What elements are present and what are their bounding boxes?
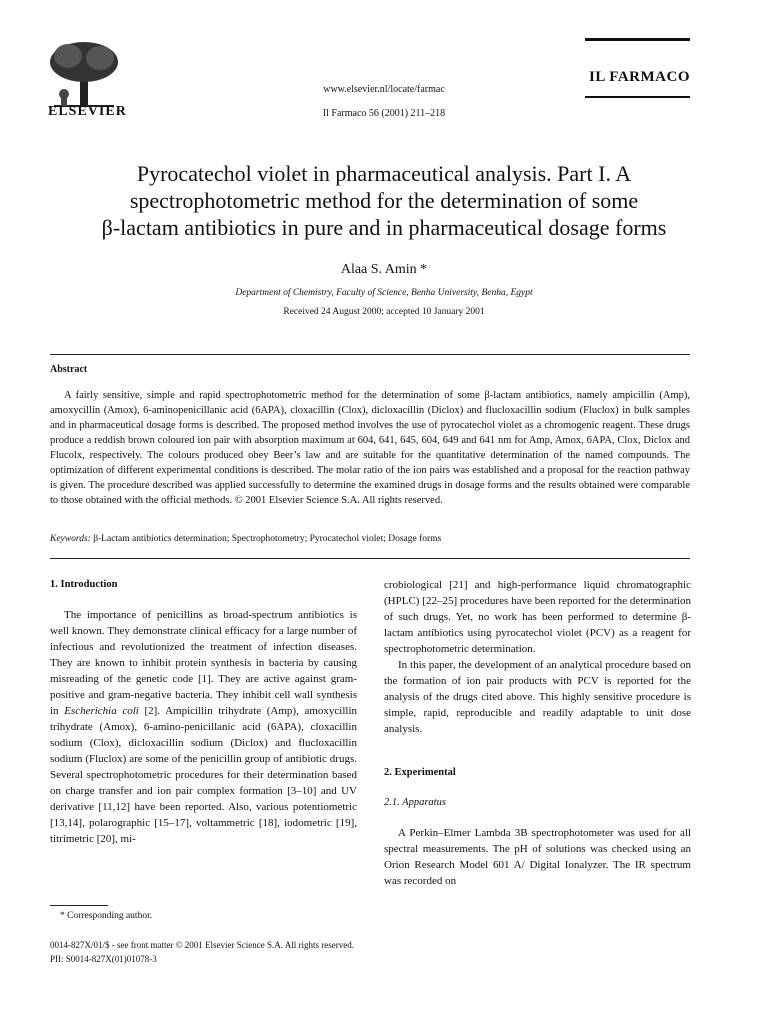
section-heading-introduction: 1. Introduction: [50, 579, 118, 590]
copyright-info: [50, 938, 354, 966]
journal-name: IL FARMACO: [589, 69, 690, 85]
subsection-heading-apparatus: 2.1. Apparatus: [384, 797, 446, 808]
right-paragraph: A Perkin–Elmer Lambda 3B spectrophotometer was used for all spectral measurements. The pH of solutions was checked using an Orion Research Model 601 A/ Digital Ionalyzer. The IR spectrum was recorded on: [384, 827, 691, 887]
publisher-logo-text: ELSEVIER: [48, 104, 127, 119]
article-title: [40, 160, 728, 241]
keywords: [50, 534, 690, 544]
right-paragraph: crobiological [21] and high-performance liquid chromatographic (HPLC) [22–25] procedures have been reported for the determination of such drugs. Yet, no work has been performed to determine β-lactam antibiotics using pyrocatechol violet (PCV) as a reagent for spectrophotometric determination.: [384, 579, 691, 655]
journal-rule-bottom: [585, 96, 690, 98]
author-affiliation: Department of Chemistry, Faculty of Science, Benha University, Benha, Egypt: [235, 288, 533, 298]
title-line: Pyrocatechol violet in pharmaceutical analysis. Part I. A: [136, 161, 632, 186]
intro-italic-term: Escherichia coli: [64, 705, 139, 717]
keywords-list: β-Lactam antibiotics determination; Spectrophotometry; Pyrocatechol violet; Dosage forms: [93, 534, 442, 544]
journal-url[interactable]: www.elsevier.nl/locate/farmac: [323, 84, 445, 95]
left-column: [50, 577, 357, 847]
right-paragraph: In this paper, the development of an analytical procedure based on the formation of ion pair products with PCV is reported for the analysis of the drugs cited above. This highly sensitive procedure is simple, rapid, reproducible and readily adaptable to unit dose analysis.: [384, 659, 691, 735]
author-name: Alaa S. Amin *: [340, 262, 428, 277]
title-line: spectrophotometric method for the determination of some: [129, 188, 639, 213]
intro-text-rest: [2]. Ampicillin trihydrate (Amp), amoxycillin trihydrate (Amox), 6-amino-penicillanic acid (6APA), cloxacillin sodium (Clox), dicloxacillin sodium (Diclox) and flucloxacillin sodium (Fluclox) are some of the penicillin group of antibiotic drugs. Several spectrophotometric procedures for their determination based on charge transfer and ion pair complex formation [3–10] and UV derivative [11,12] have been reported. Also, various potentiometric [13,14], polarographic [15–17], voltammetric [18], iodometric [19], titrimetric [20], mi-: [50, 705, 357, 845]
abstract-heading: Abstract: [50, 364, 88, 375]
keywords-label: Keywords:: [50, 534, 91, 544]
footnote-rule: [50, 905, 108, 906]
section-heading-experimental: 2. Experimental: [384, 767, 456, 778]
journal-citation: Il Farmaco 56 (2001) 211–218: [322, 108, 446, 119]
intro-text: The importance of penicillins as broad-spectrum antibiotics is well known. They demonstrate clinical efficacy for a large number of infectious and revolutionized the treatment of infection diseases. They are known to inhibit protein synthesis in bacteria by causing misreading of the genetic code [1]. They are active against gram-positive and gram-negative bacteria. They inhibit cell wall synthesis in: [50, 609, 357, 717]
journal-rule-top: [585, 38, 690, 41]
footnote-corresponding-author: * Corresponding author.: [60, 911, 153, 921]
received-dates: Received 24 August 2000; accepted 10 January 2001: [283, 307, 485, 317]
abstract-rule-top: [50, 354, 690, 355]
pii-line: PII: S0014-827X(01)01078-3: [50, 954, 157, 964]
intro-paragraph: [50, 607, 357, 847]
right-column: [384, 577, 691, 889]
copyright-line: 0014-827X/01/$ - see front matter © 2001 Elsevier Science S.A. All rights reserved.: [50, 940, 355, 950]
abstract-text: A fairly sensitive, simple and rapid spectrophotometric method for the determination of some β-lactam antibiotics, namely ampicillin (Amp), amoxycillin (Amox), 6-aminopenicillanic acid (6APA), cloxacillin (Clox), dicloxacillin (Diclox) and flucloxacillin sodium (Fluclox) in bulk samples and in pharmaceutical dosage forms is described. The proposed method involves the use of pyrocatechol violet as a chromogenic reagent. These drugs produce a reddish brown coloured ion pair with absorption maximum at 604, 641, 645, 604, 649 and 641 nm for Amp, Amox, 6APA, Clox, Diclox and Flucolx, respectively. The colours produced obey Beer’s law and are suitable for the quantitative determination of the named compounds. The optimization of different experimental conditions is described. The molar ratio of the ion pairs was established and a proposal for the reaction pathway is given. The procedure described was applied successfully to determine the examined drugs in dosage forms and the results obtained were comparable to those obtained with the official methods. © 2001 Elsevier Science S.A. All rights reserved.: [50, 390, 690, 506]
abstract-rule-bottom: [50, 558, 690, 559]
title-line: β-lactam antibiotics in pure and in pharmaceutical dosage forms: [101, 215, 667, 240]
